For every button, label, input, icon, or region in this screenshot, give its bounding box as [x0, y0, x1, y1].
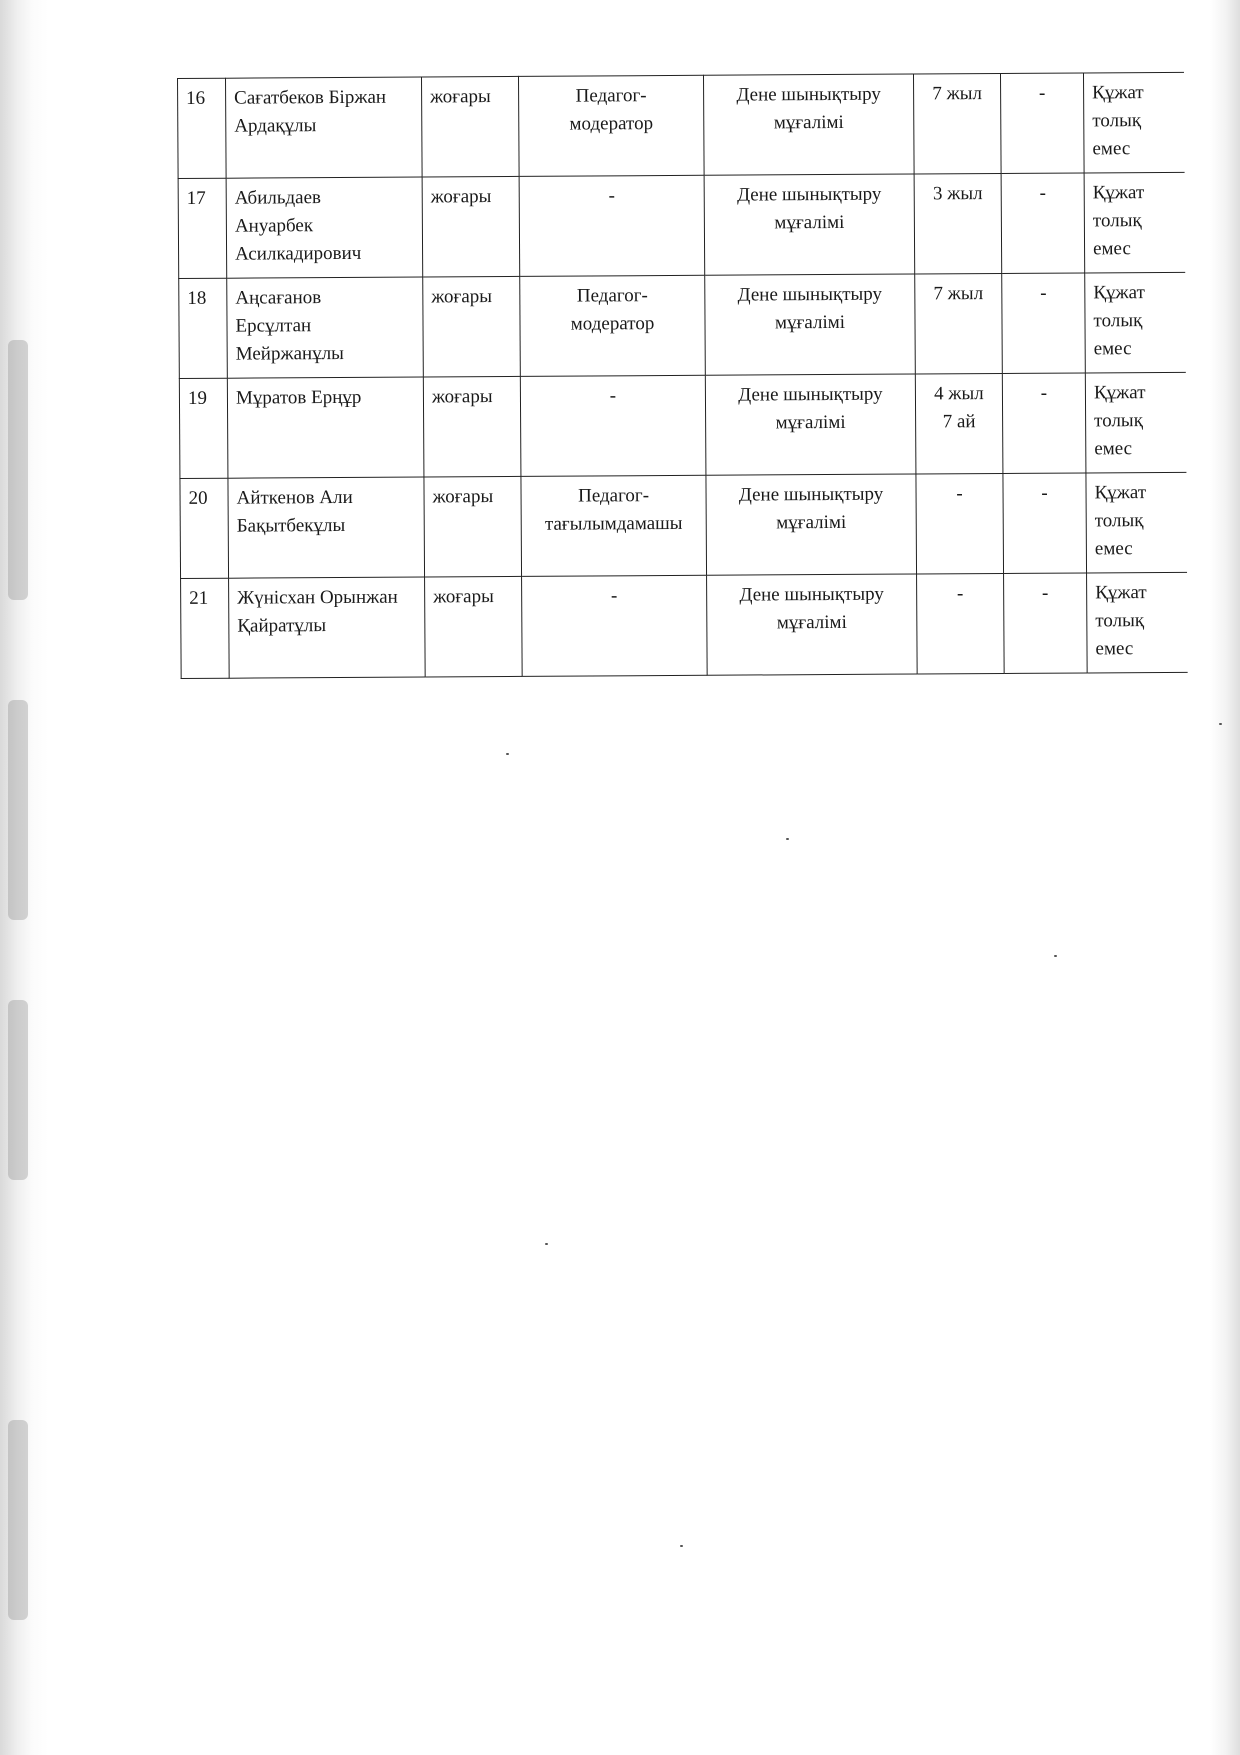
scan-artifact — [8, 1000, 28, 1180]
scan-speck — [506, 753, 509, 755]
table-row — [179, 272, 1186, 378]
work-experience: 7 жыл — [915, 273, 1003, 374]
row-number: 19 — [179, 378, 228, 478]
scan-speck — [680, 1545, 683, 1547]
extra-field: - — [1001, 173, 1085, 274]
teacher-name: Жүнісхан Орынжан Қайратұлы — [229, 577, 426, 678]
row-number: 20 — [180, 478, 229, 578]
scan-speck — [545, 1243, 548, 1245]
documents-status: Құжат толық емес — [1086, 472, 1187, 573]
extra-field: - — [1000, 73, 1084, 174]
education-level: жоғары — [424, 476, 522, 577]
scan-speck — [786, 838, 789, 840]
position-title: Дене шынықтыру мұғалімі — [703, 74, 914, 175]
education-level: жоғары — [423, 276, 521, 377]
extra-field: - — [1002, 273, 1086, 374]
documents-status: Құжат толық емес — [1083, 72, 1184, 173]
work-experience: 3 жыл — [914, 173, 1002, 274]
education-level: жоғары — [421, 76, 519, 177]
scan-artifact — [8, 1420, 28, 1620]
documents-status: Құжат толық емес — [1084, 172, 1185, 273]
scan-artifact — [8, 700, 28, 920]
row-number: 16 — [178, 78, 227, 178]
education-level: жоғары — [425, 576, 523, 677]
work-experience: 7 жыл — [913, 73, 1001, 174]
documents-status: Құжат толық емес — [1085, 372, 1186, 473]
row-number: 21 — [181, 578, 230, 678]
education-level: жоғары — [423, 376, 521, 477]
documents-status: Құжат толық емес — [1087, 572, 1188, 673]
row-number: 17 — [178, 178, 227, 278]
qualification-category: - — [519, 175, 705, 276]
work-experience: - — [917, 573, 1005, 674]
teacher-name: Мұратов Ерңұр — [227, 377, 424, 478]
teacher-name: Айткенов Али Бақытбекұлы — [228, 477, 425, 578]
table-row — [181, 572, 1188, 678]
scan-edge-right — [1210, 0, 1240, 1755]
work-experience: - — [916, 473, 1004, 574]
extra-field: - — [1003, 473, 1087, 574]
table-row — [179, 372, 1186, 478]
qualification-category: - — [520, 375, 706, 476]
scan-speck — [1054, 955, 1057, 957]
position-title: Дене шынықтыру мұғалімі — [705, 374, 916, 475]
teacher-name: Абильдаев Ануарбек Асилкадирович — [226, 177, 423, 278]
position-title: Дене шынықтыру мұғалімі — [705, 274, 916, 375]
extra-field: - — [1002, 373, 1086, 474]
scan-artifact — [8, 340, 28, 600]
position-title: Дене шынықтыру мұғалімі — [707, 574, 918, 675]
table-row — [180, 472, 1187, 578]
table-row — [178, 72, 1185, 178]
table-row — [178, 172, 1185, 278]
work-experience: 4 жыл 7 ай — [915, 373, 1003, 474]
qualification-category: - — [522, 575, 708, 676]
position-title: Дене шынықтыру мұғалімі — [706, 474, 917, 575]
scan-speck — [1219, 723, 1222, 725]
education-level: жоғары — [422, 176, 520, 277]
staff-table — [177, 72, 1187, 679]
extra-field: - — [1004, 573, 1088, 674]
teacher-name: Аңсағанов Ерсұлтан Мейржанұлы — [227, 277, 424, 378]
position-title: Дене шынықтыру мұғалімі — [704, 174, 915, 275]
documents-status: Құжат толық емес — [1085, 272, 1186, 373]
teacher-name: Сағатбеков Біржан Ардақұлы — [226, 77, 423, 178]
qualification-category: Педагог- тағылымдамашы — [521, 475, 707, 576]
row-number: 18 — [179, 278, 228, 378]
qualification-category: Педагог- модератор — [518, 75, 704, 176]
qualification-category: Педагог- модератор — [520, 275, 706, 376]
